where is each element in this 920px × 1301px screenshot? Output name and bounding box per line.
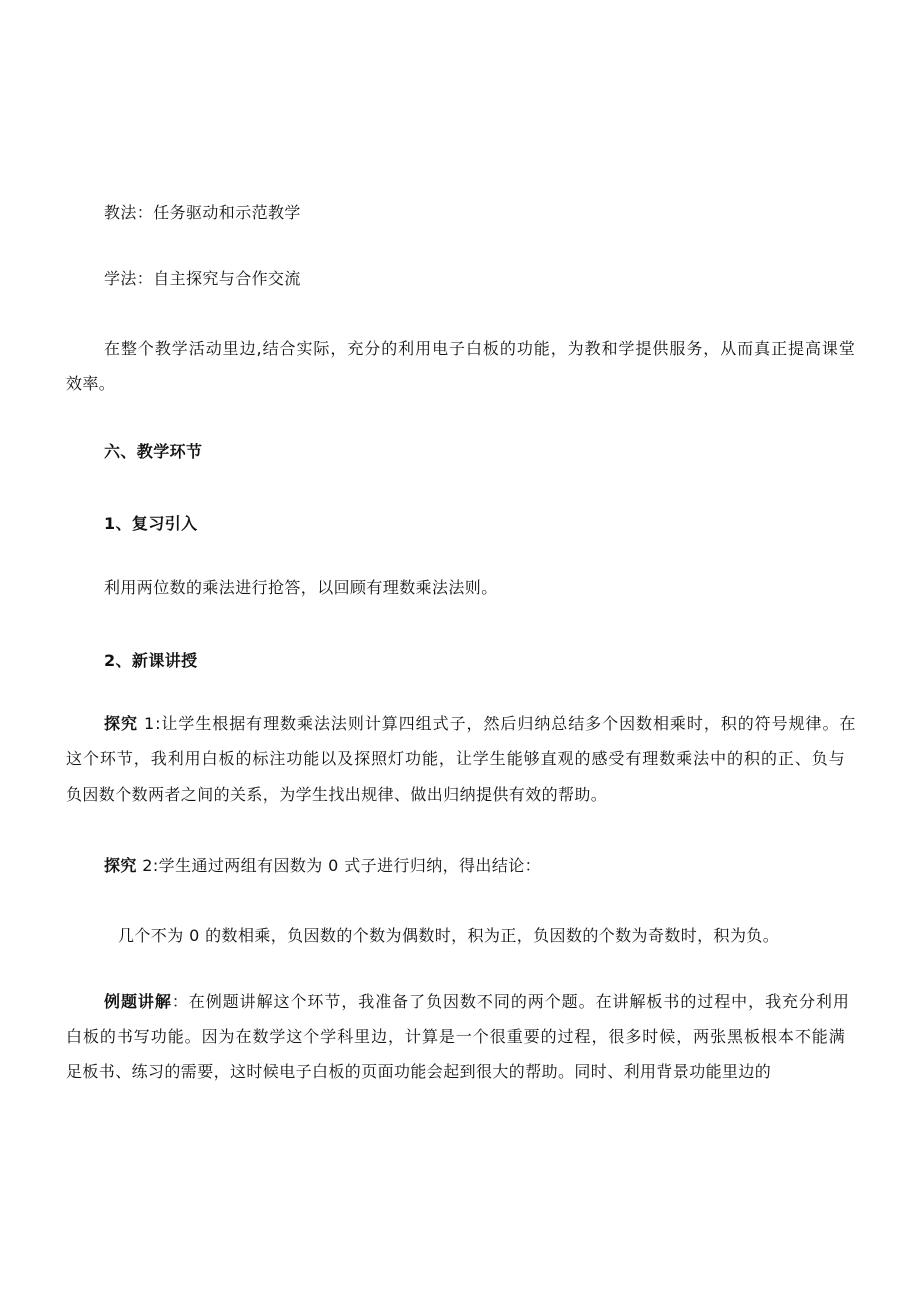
teaching-method-line: 教法：任务驱动和示范教学 [104, 203, 301, 222]
step1-text: 利用两位数的乘法进行抢答，以回顾有理数乘法法则。 [104, 578, 498, 597]
example-line-1 [104, 991, 850, 1013]
example-line-2: 白板的书写功能。因为在数学这个学科里边，计算是一个很重要的过程，很多时候，两张黑板根本不能满 [66, 1027, 846, 1046]
explore2-label: 探究 [104, 856, 137, 875]
step2-heading: 2、新课讲授 [104, 651, 198, 670]
explore1-label: 探究 [104, 714, 138, 733]
section-six-heading: 六、教学环节 [104, 442, 203, 461]
step1-heading: 1、复习引入 [104, 514, 198, 533]
explore2-line [104, 855, 541, 877]
intro-paragraph-line-2: 效率。 [66, 374, 116, 393]
explore1-line-3: 负因数个数两者之间的关系，为学生找出规律、做出归纳提供有效的帮助。 [66, 785, 608, 804]
explore1-text: 1:让学生根据有理数乘法法则计算四组式子，然后归纳总结多个因数相乘时，积的符号规律。在 [137, 714, 857, 733]
example-text: ：在例题讲解这个环节，我准备了负因数不同的两个题。在讲解板书的过程中，我充分利用 [171, 992, 850, 1011]
explore1-line-2: 这个环节，我利用白板的标注功能以及探照灯功能，让学生能够直观的感受有理数乘法中的积的正、负与 [66, 749, 846, 768]
conclusion-line: 几个不为 0 的数相乘，负因数的个数为偶数时，积为正，负因数的个数为奇数时，积为负。 [118, 926, 780, 945]
example-line-3: 足板书、练习的需要，这时候电子白板的页面功能会起到很大的帮助。同时、利用背景功能里边的 [66, 1062, 772, 1081]
learning-method-line: 学法：自主探究与合作交流 [104, 269, 301, 288]
example-label: 例题讲解 [104, 992, 172, 1011]
explore2-text: 2:学生通过两组有因数为 0 式子进行归纳，得出结论： [136, 856, 542, 875]
intro-paragraph-line-1: 在整个教学活动里边,结合实际，充分的利用电子白板的功能，为教和学提供服务，从而真正提高课堂 [104, 339, 856, 358]
explore1-line-1 [104, 713, 856, 735]
